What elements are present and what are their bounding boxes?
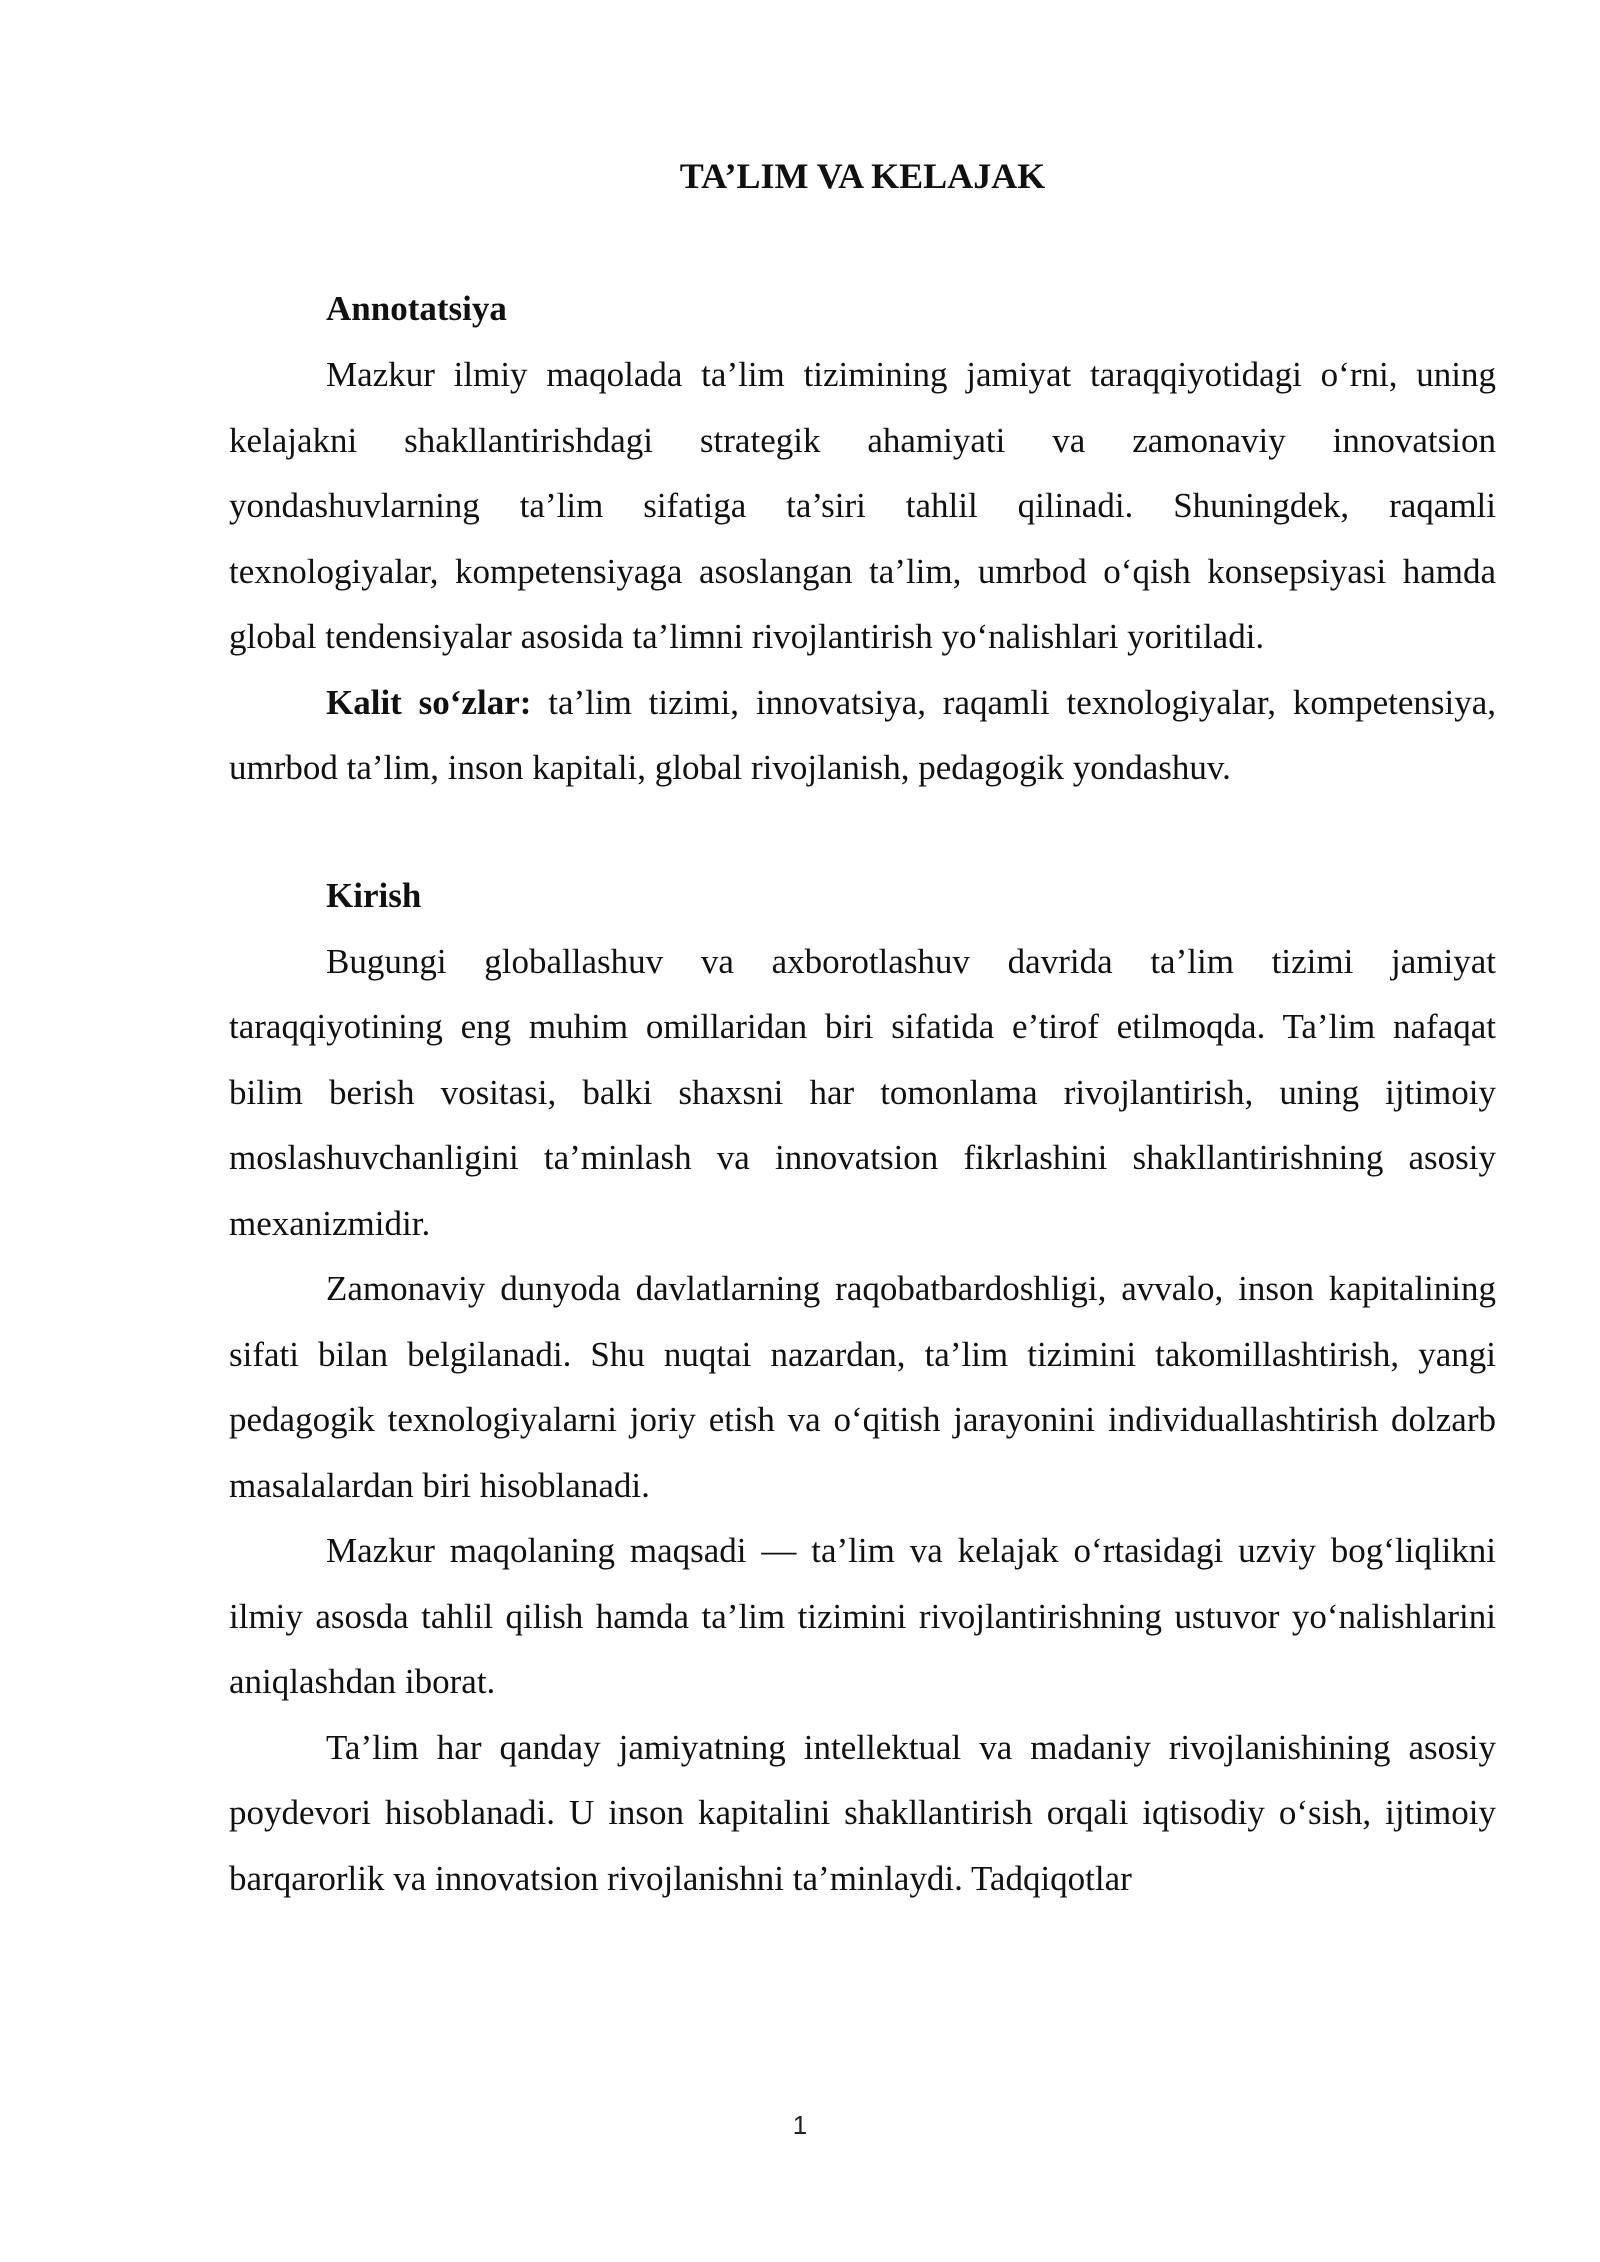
page-content	[229, 148, 1496, 1911]
introduction-paragraph-3: Mazkur maqolaning maqsadi — ta’lim va kelajak o‘rtasidagi uzviy bog‘liqlikni ilmiy asosda tahlil qilish hamda ta’lim tizimini rivojlantirishning ustuvor yo‘nalishlarini aniqlashdan iborat.	[229, 1531, 1496, 1701]
introduction-paragraph-1: Bugungi globallashuv va axborotlashuv davrida ta’lim tizimi jamiyat taraqqiyotining eng muhim omillaridan biri sifatida e’tirof etilmoqda. Ta’lim nafaqat bilim berish vositasi, balki shaxsni har tomonlama rivojlantirish, uning ijtimoiy moslashuvchanligini ta’minlash va innovatsion fikrlashini shakllantirishning asosiy mexanizmidir.	[229, 941, 1496, 1243]
introduction-heading: Kirish	[326, 875, 422, 915]
annotation-paragraph: Mazkur ilmiy maqolada ta’lim tizimining jamiyat taraqqiyotidagi o‘rni, uning kelajakni shakllantirishdagi strategik ahamiyati va zamonaviy innovatsion yondashuvlarning ta’lim sifatiga ta’siri tahlil qilinadi. Shuningdek, raqamli texnologiyalar, kompetensiyaga asoslangan ta’lim, umrbod o‘qish konsepsiyasi hamda global tendensiyalar asosida ta’limni rivojlantirish yo‘nalishlari yoritiladi.	[229, 355, 1496, 656]
document-title: TA’LIM VA KELAJAK	[679, 156, 1046, 196]
keywords-paragraph	[229, 670, 1496, 801]
introduction-paragraph-2: Zamonaviy dunyoda davlatlarning raqobatbardoshligi, avvalo, inson kapitalining sifati bilan belgilanadi. Shu nuqtai nazardan, ta’lim tizimini takomillashtirish, yangi pedagogik texnologiyalarni joriy etish va o‘qitish jarayonini individuallashtirish dolzarb masalalardan biri hisoblanadi.	[229, 1269, 1496, 1505]
annotation-heading: Annotatsiya	[326, 289, 507, 328]
keywords-list: ta’lim tizimi, innovatsiya, raqamli texnologiyalar, kompetensiya, umrbod ta’lim, inson kapitali, global rivojlanish, pedagogik yondashuv.	[229, 682, 1497, 787]
keywords-label: Kalit so‘zlar:	[326, 682, 532, 722]
introduction-paragraph-4: Ta’lim har qanday jamiyatning intellektual va madaniy rivojlanishining asosiy poydevori hisoblanadi. U inson kapitalini shakllantirish orqali iqtisodiy o‘sish, ijtimoiy barqarorlik va innovatsion rivojlanishni ta’minlaydi. Tadqiqotlar	[229, 1727, 1496, 1898]
page-number: 1	[792, 2110, 808, 2140]
